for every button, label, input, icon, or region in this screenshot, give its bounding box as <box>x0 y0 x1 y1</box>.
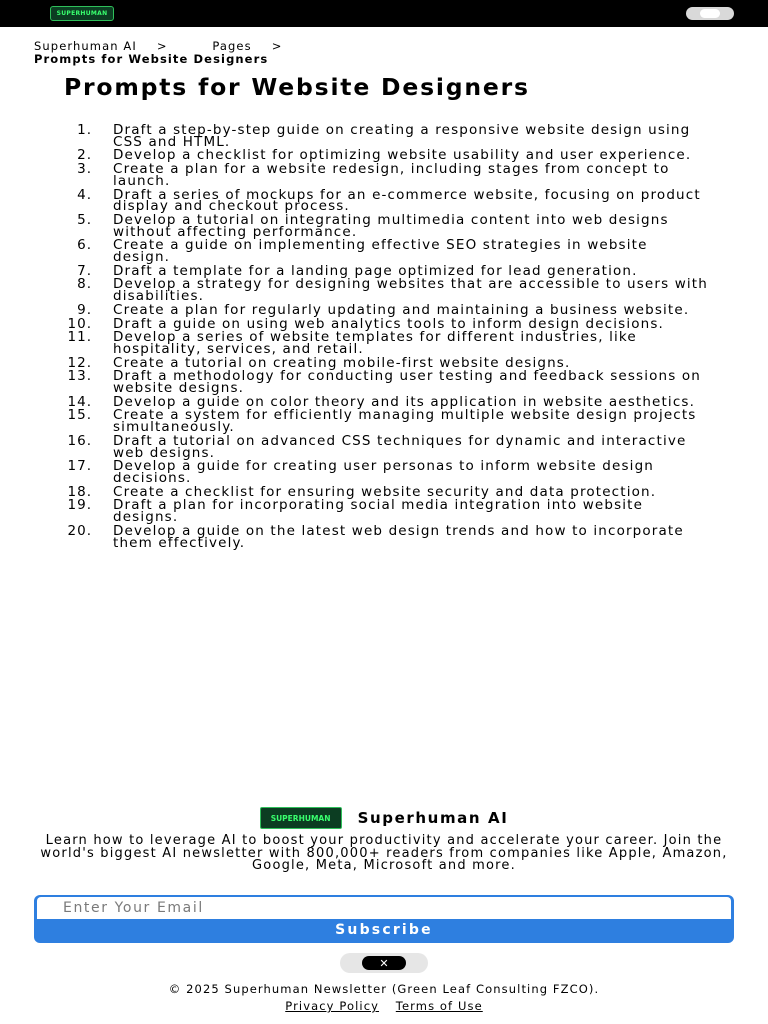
breadcrumb-current: Prompts for Website Designers <box>34 52 269 66</box>
list-item-text: Draft a template for a landing page optimized for lead generation. <box>113 262 638 279</box>
list-item-text: Develop a guide for creating user personas to inform website design decisions. <box>113 458 654 486</box>
list-item-text: Draft a guide on using web analytics tools to inform design decisions. <box>113 315 664 332</box>
breadcrumb-separator: > <box>156 39 168 53</box>
promo-description: Learn how to leverage AI to boost your productivity and accelerate your career. Join the world's biggest AI newsletter with 800,000+ readers from companies like Apple, Amazon, Google, Meta, Microsoft and more. <box>40 833 728 873</box>
top-bar <box>0 0 768 27</box>
list-item-number: 6. <box>77 237 92 254</box>
list-item-text: Create a guide on implementing effective SEO strategies in website design. <box>113 237 648 266</box>
list-item <box>0 497 768 526</box>
list-item <box>0 522 768 551</box>
close-button[interactable] <box>340 953 428 973</box>
page-title: Prompts for Website Designers <box>64 73 530 101</box>
close-icon: ✕ <box>362 956 406 970</box>
list-item-number: 14. <box>67 393 92 410</box>
footer <box>0 982 768 1013</box>
list-item-number: 19. <box>67 497 92 514</box>
list-item-text: Draft a tutorial on advanced CSS techniques for dynamic and interactive web designs. <box>113 432 687 461</box>
list-item-text: Draft a methodology for conducting user testing and feedback sessions on website designs. <box>113 368 701 397</box>
list-item-number: 10. <box>67 315 92 332</box>
list-item <box>0 211 768 240</box>
list-item-text: Create a plan for a website redesign, including stages from concept to launch. <box>113 161 670 189</box>
list-item-number: 3. <box>77 161 92 178</box>
list-item <box>0 186 768 215</box>
list-item-text: Develop a guide on color theory and its application in website aesthetics. <box>113 393 696 410</box>
copyright-text: © 2025 Superhuman Newsletter (Green Leaf Consulting FZCO). <box>168 982 600 996</box>
list-item-text: Develop a guide on the latest web design trends and how to incorporate them effectively. <box>113 522 684 551</box>
list-item <box>0 237 768 266</box>
privacy-policy-link[interactable]: Privacy Policy <box>285 999 380 1013</box>
list-item-number: 16. <box>67 432 92 449</box>
signup-form <box>34 895 734 943</box>
list-item-text: Draft a series of mockups for an e-commerce website, focusing on product display and checkout process. <box>113 186 701 215</box>
subscribe-button[interactable]: Subscribe <box>34 919 734 941</box>
superhuman-logo-large: SUPERHUMAN <box>260 807 342 829</box>
list-item-text: Develop a tutorial on integrating multimedia content into web designs without affecting performance. <box>113 211 669 240</box>
list-item-text: Create a system for efficiently managing multiple website design projects simultaneously. <box>113 407 697 436</box>
list-item-text: Draft a step-by-step guide on creating a responsive website design using CSS and HTML. <box>113 122 691 150</box>
list-item-number: 13. <box>67 368 92 385</box>
list-item-number: 4. <box>77 186 92 203</box>
list-item-number: 12. <box>67 354 92 371</box>
list-item-number: 5. <box>77 211 92 228</box>
promo-section <box>0 804 768 873</box>
list-item-number: 8. <box>77 276 92 293</box>
list-item <box>0 432 768 461</box>
list-item-text: Develop a series of website templates for different industries, like hospitality, services, and retail. <box>113 329 637 357</box>
list-item-text: Develop a strategy for designing websites that are accessible to users with disabilities. <box>113 276 708 305</box>
list-item-number: 7. <box>77 262 92 279</box>
list-item-number: 17. <box>67 458 92 475</box>
list-item <box>0 407 768 436</box>
list-item-number: 2. <box>77 147 92 164</box>
breadcrumb-separator: > <box>271 39 283 53</box>
list-item <box>0 161 768 189</box>
list-item-number: 15. <box>67 407 92 424</box>
list-item-text: Draft a plan for incorporating social media integration into website designs. <box>113 497 644 526</box>
superhuman-logo[interactable]: SUPERHUMAN <box>50 6 114 21</box>
list-item <box>0 276 768 305</box>
brand-name: Superhuman AI <box>357 809 509 827</box>
list-item <box>0 368 768 397</box>
list-item-text: Create a checklist for ensuring website security and data protection. <box>113 483 657 500</box>
list-item-number: 1. <box>77 122 92 138</box>
list-item <box>0 458 768 486</box>
terms-of-use-link[interactable]: Terms of Use <box>395 999 483 1013</box>
breadcrumb-item-pages[interactable]: Pages <box>212 39 252 53</box>
breadcrumb-item-superhuman-ai[interactable]: Superhuman AI <box>34 39 137 53</box>
breadcrumb <box>34 40 734 66</box>
prompt-list <box>0 122 768 551</box>
list-item-text: Create a tutorial on creating mobile-first website designs. <box>113 354 571 371</box>
toggle-pill-icon[interactable] <box>686 7 734 20</box>
list-item-number: 11. <box>67 329 92 346</box>
list-item-number: 18. <box>67 483 92 500</box>
email-input[interactable] <box>37 897 731 919</box>
list-item-text: Develop a checklist for optimizing website usability and user experience. <box>113 147 692 164</box>
list-item-number: 20. <box>67 522 92 539</box>
list-item <box>0 329 768 357</box>
list-item-number: 9. <box>77 301 92 318</box>
list-item-text: Create a plan for regularly updating and maintaining a business website. <box>113 301 690 318</box>
list-item <box>0 122 768 150</box>
